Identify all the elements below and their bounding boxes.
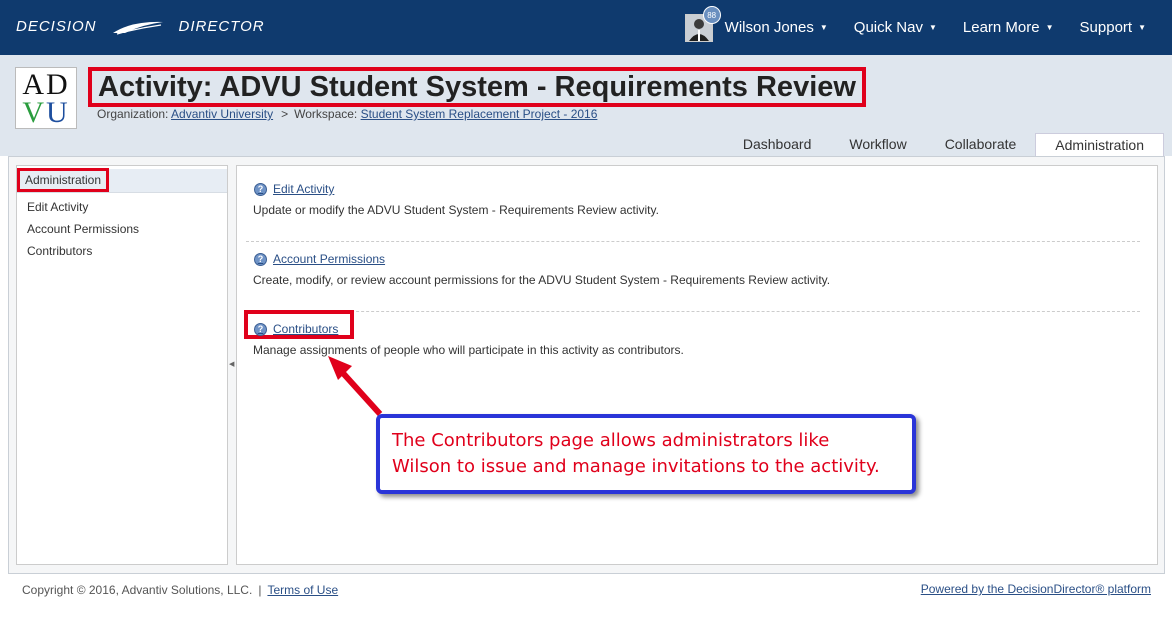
help-icon: ? <box>254 183 267 196</box>
page-title: Activity: ADVU Student System - Requirements Review <box>98 71 856 103</box>
tab-collaborate[interactable]: Collaborate <box>944 136 1017 152</box>
contributors-description: Manage assignments of people who will participate in this activity as contributors. <box>253 343 684 357</box>
logo-line-1: AD <box>22 68 70 101</box>
callout-line-1: The Contributors page allows administrators like <box>392 430 830 451</box>
copyright-text: Copyright © 2016, Advantiv Solutions, LLC. <box>22 583 253 597</box>
chevron-down-icon: ▼ <box>1138 23 1146 32</box>
account-permissions-label: Account Permissions <box>273 252 386 266</box>
notification-badge[interactable]: 88 <box>703 6 721 24</box>
chevron-down-icon: ▼ <box>1045 23 1054 32</box>
footer-left <box>22 583 338 597</box>
sidebar-heading[interactable]: Administration <box>17 168 109 192</box>
tab-dashboard[interactable]: Dashboard <box>742 136 812 152</box>
help-icon: ? <box>254 323 267 336</box>
logo-letter-u: U <box>46 96 70 129</box>
footer-separator: | <box>258 583 262 597</box>
brand-right-text: DIRECTOR <box>178 18 265 35</box>
sidebar-item-account-permissions[interactable]: Account Permissions <box>27 222 140 236</box>
tab-administration[interactable]: Administration <box>1035 133 1164 156</box>
org-label: Organization: <box>97 107 169 121</box>
user-name: Wilson Jones <box>724 19 814 36</box>
contributors-label: Contributors <box>273 322 339 336</box>
org-link[interactable]: Advantiv University <box>171 107 274 121</box>
logo-letter-v: V <box>22 96 46 129</box>
help-icon: ? <box>254 253 267 266</box>
support-label: Support <box>1079 19 1133 36</box>
learn-more-label: Learn More <box>962 19 1040 36</box>
terms-of-use-link[interactable]: Terms of Use <box>267 583 339 597</box>
quick-nav-label: Quick Nav <box>853 19 923 36</box>
workspace-label: Workspace: <box>294 107 358 121</box>
breadcrumb-separator: > <box>281 107 289 121</box>
collapse-sidebar-icon[interactable]: ◀ <box>229 361 235 368</box>
chevron-down-icon: ▼ <box>928 23 937 32</box>
tab-workflow[interactable]: Workflow <box>849 136 907 152</box>
powered-by-link[interactable]: Powered by the DecisionDirector® platform <box>920 582 1151 596</box>
workspace-link[interactable]: Student System Replacement Project - 2016 <box>360 107 598 121</box>
callout-line-2: Wilson to issue and manage invitations to the activity. <box>392 456 880 477</box>
edit-activity-label: Edit Activity <box>273 182 335 196</box>
account-permissions-description: Create, modify, or review account permissions for the ADVU Student System - Requirements Review activity. <box>253 273 831 287</box>
callout-box <box>376 414 916 494</box>
edit-activity-description: Update or modify the ADVU Student System - Requirements Review activity. <box>253 203 659 217</box>
chevron-down-icon: ▼ <box>819 23 828 32</box>
sidebar-item-contributors[interactable]: Contributors <box>27 244 93 258</box>
brand-left-text: DECISION <box>16 18 97 35</box>
sidebar-item-edit-activity[interactable]: Edit Activity <box>27 200 89 214</box>
